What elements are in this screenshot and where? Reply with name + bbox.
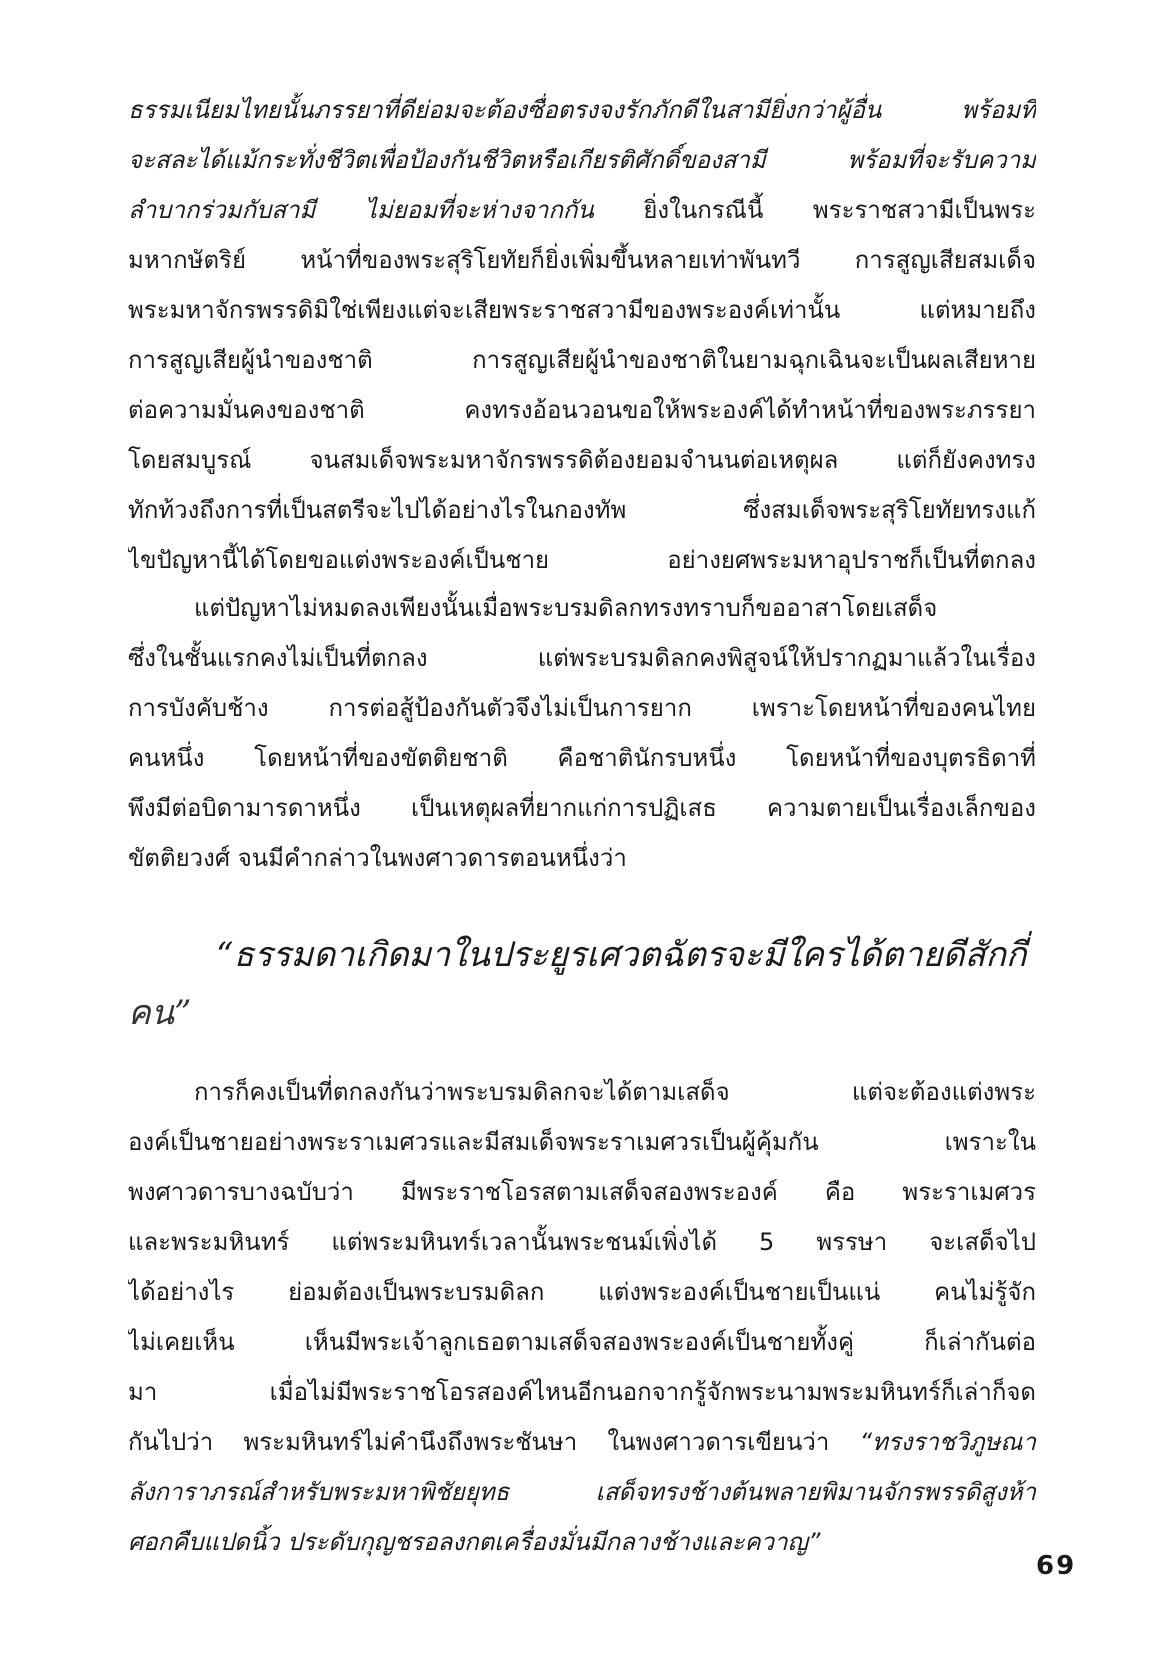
text-line: ไม่เคยเห็น เห็นมีพระเจ้าลูกเธอตามเสด็จสองพระองค์เป็นชายทั้งคู่ ก็เล่ากันต่อ [128, 1328, 1036, 1356]
text-line: ได้อย่างไร ย่อมต้องเป็นพระบรมดิลก แต่งพระองค์เป็นชายเป็นแน่ คนไม่รู้จัก [128, 1278, 1036, 1306]
text-line: ขัตติยวงศ์ จนมีคำกล่าวในพงศาวดารตอนหนึ่งว่า [128, 844, 627, 872]
text-line: มหากษัตริย์ หน้าที่ของพระสุริโยทัยก็ยิ่งเพิ่มขึ้นหลายเท่าพันทวี การสูญเสียสมเด็จ [128, 246, 1036, 274]
quote-line: “ธรรมดาเกิดมาในประยูรเศวตฉัตรจะมีใครได้ตายดีสักกี่ [216, 935, 1027, 975]
text-line: ลังการาภรณ์สำหรับพระมหาพิชัยยุทธ เสด็จทรงช้างต้นพลายพิมานจักรพรรดิสูงห้า [128, 1478, 1036, 1506]
text-line: ต่อความมั่นคงของชาติ คงทรงอ้อนวอนขอให้พระองค์ได้ทำหน้าที่ของพระภรรยา [128, 396, 1036, 424]
paragraph-1 [128, 90, 1036, 580]
text-span: กันไปว่า พระมหินทร์ไม่คำนึงถึงพระชันษา ในพงศาวดารเขียนว่า [128, 1428, 860, 1456]
text-line: และพระมหินทร์ แต่พระมหินทร์เวลานั้นพระชนม์เพิ่งได้ 5 พรรษา จะเสด็จไป [128, 1228, 1036, 1256]
text-line: โดยสมบูรณ์ จนสมเด็จพระมหาจักรพรรดิต้องยอมจำนนต่อเหตุผล แต่ก็ยังคงทรง [128, 446, 1036, 474]
text-line: คนหนึ่ง โดยหน้าที่ของขัตติยชาติ คือชาตินักรบหนึ่ง โดยหน้าที่ของบุตรธิดาที่ [128, 744, 1036, 772]
text-line: ไขปัญหานี้ได้โดยขอแต่งพระองค์เป็นชาย อย่างยศพระมหาอุปราชก็เป็นที่ตกลง [128, 546, 1036, 574]
text-line: การก็คงเป็นที่ตกลงกันว่าพระบรมดิลกจะได้ตามเสด็จ แต่จะต้องแต่งพระ [194, 1078, 1036, 1106]
text-line: ธรรมเนียมไทยนั้นภรรยาที่ดีย่อมจะต้องซื่อตรงจงรักภักดีในสามียิ่งกว่าผู้อื่น พร้อมที่ [128, 96, 1036, 124]
text-line: ทักท้วงถึงการที่เป็นสตรีจะไปได้อย่างไรในกองทัพ ซึ่งสมเด็จพระสุริโยทัยทรงแก้ [128, 496, 1036, 524]
text-line: การสูญเสียผู้นำของชาติ การสูญเสียผู้นำของชาติในยามฉุกเฉินจะเป็นผลเสียหาย [128, 346, 1036, 374]
text-span: “ทรงราชวิภูษณา [859, 1428, 1036, 1456]
text-line: จะสละได้แม้กระทั่งชีวิตเพื่อป้องกันชีวิตหรือเกียรติศักดิ์ของสามี พร้อมที่จะรับความ [128, 146, 1036, 174]
text-line: ซึ่งในชั้นแรกคงไม่เป็นที่ตกลง แต่พระบรมดิลกคงพิสูจน์ให้ปรากฏมาแล้วในเรื่อง [128, 644, 1036, 672]
quote-block [128, 930, 1036, 1038]
paragraph-3 [128, 1072, 1036, 1562]
text-line: องค์เป็นชายอย่างพระราเมศวรและมีสมเด็จพระราเมศวรเป็นผู้คุ้มกัน เพราะใน [128, 1128, 1036, 1156]
text-line: แต่ปัญหาไม่หมดลงเพียงนั้นเมื่อพระบรมดิลกทรงทราบก็ขออาสาโดยเสด็จ [194, 594, 938, 622]
quote-line: คน” [128, 993, 192, 1033]
text-line: พงศาวดารบางฉบับว่า มีพระราชโอรสตามเสด็จสองพระองค์ คือ พระราเมศวร [128, 1178, 1036, 1206]
text-line: พึงมีต่อบิดามารดาหนึ่ง เป็นเหตุผลที่ยากแก่การปฏิเสธ ความตายเป็นเรื่องเล็กของ [128, 794, 1036, 822]
paragraph-2 [128, 588, 1036, 878]
text-line [128, 1422, 1036, 1462]
text-line: พระมหาจักรพรรดิมิใช่เพียงแต่จะเสียพระราชสวามีของพระองค์เท่านั้น แต่หมายถึง [128, 296, 1036, 324]
text-span: ยิ่งในกรณีนี้ พระราชสวามีเป็นพระ [593, 196, 1036, 224]
text-span: ลำบากร่วมกับสามี ไม่ยอมที่จะห่างจากกัน [128, 196, 594, 224]
text-line [128, 190, 1036, 230]
page-number: 69 [1036, 1551, 1077, 1581]
text-line: มา เมื่อไม่มีพระราชโอรสองค์ไหนอีกนอกจากรู้จักพระนามพระมหินทร์ก็เล่าก็จด [128, 1378, 1036, 1406]
text-line: ศอกคืบแปดนิ้ว ประดับกุญชรอลงกตเครื่องมั่นมีกลางช้างและควาญ” [128, 1528, 821, 1556]
text-line: การบังคับช้าง การต่อสู้ป้องกันตัวจึงไม่เป็นการยาก เพราะโดยหน้าที่ของคนไทย [128, 694, 1036, 722]
